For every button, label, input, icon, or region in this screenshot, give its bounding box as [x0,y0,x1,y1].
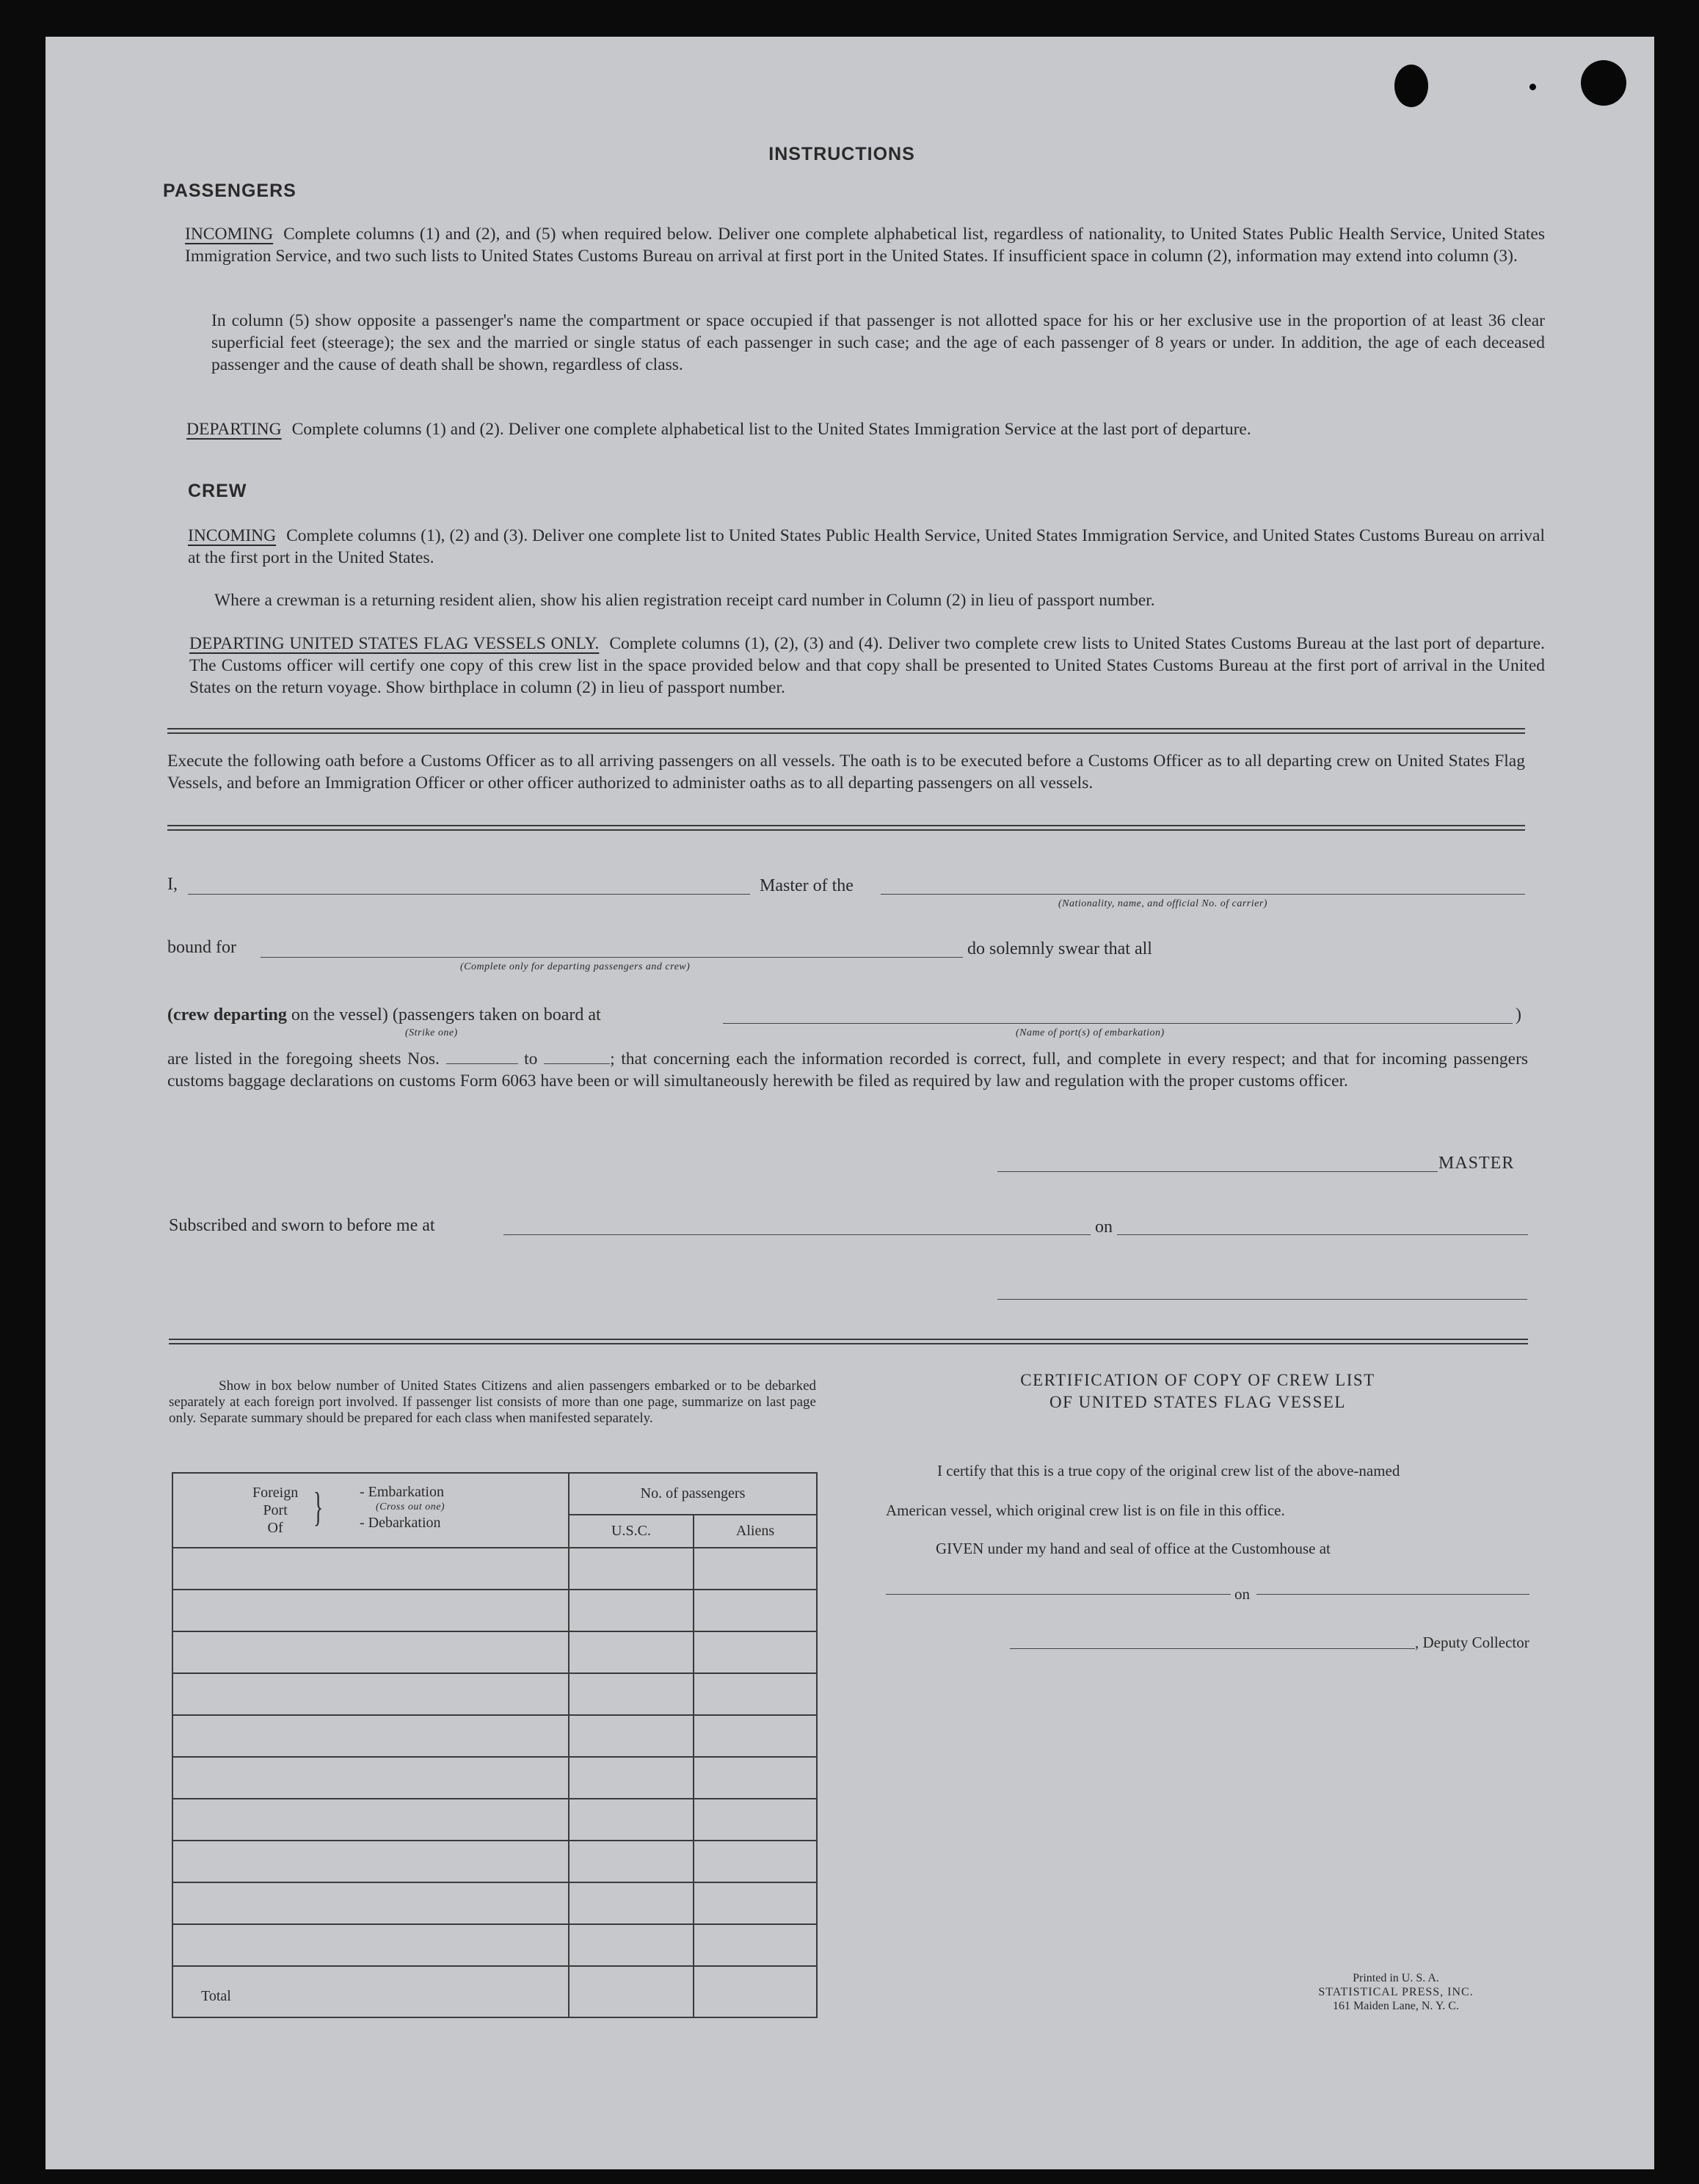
punch-hole [1394,65,1428,107]
listed-statement: ; that concerning each the information recorded is correct, full, and complete in every respect; and that for incoming passengers customs baggage declarations on customs Form 6063 have been or will simultaneously herewith be filed as required by law and regulation with the proper customs officer. [167,1049,1529,1091]
sworn-date-field[interactable] [1117,1234,1528,1235]
aliens-column-header: Aliens [694,1515,817,1548]
printer-imprint [1286,1971,1506,2013]
usc-cell[interactable] [569,1631,694,1673]
crew-departing-paragraph [189,633,1545,699]
close-paren: ) [1516,1005,1521,1024]
crew-incoming-paragraph [188,525,1545,569]
strike-caption: (Strike one) [405,1027,458,1038]
port-cell[interactable] [172,1548,569,1590]
aliens-cell[interactable] [694,1715,817,1757]
section-divider [167,825,1525,831]
oath-i-label: I, [167,875,178,894]
port-cell[interactable] [172,1631,569,1673]
certify-line1: I certify that this is a true copy of the original crew list of the above-named [937,1462,1400,1479]
subscribed-label: Subscribed and sworn to before me at [169,1216,435,1235]
crew-resident-paragraph: Where a crewman is a returning resident alien, show his alien registration receipt card number in Column (2) in lieu of passport number. [214,591,1155,610]
passengers-departing-text: Complete columns (1) and (2). Deliver one complete alphabetical list to the United States Immigration Service at the last port of departure. [291,420,1251,439]
certification-on-label: on [1234,1585,1250,1603]
aliens-cell[interactable] [694,1757,817,1799]
crew-heading: CREW [188,481,247,501]
master-name-field[interactable] [188,894,750,895]
sheet-from-field[interactable] [446,1050,518,1064]
section-divider [167,728,1525,734]
certification-heading-line1: CERTIFICATION OF COPY OF CREW LIST [1020,1371,1375,1389]
foreign-port-of-label [252,1484,298,1537]
bound-for-field[interactable] [261,957,963,958]
port-cell[interactable] [172,1841,569,1882]
port-cell[interactable] [172,1799,569,1841]
deputy-collector-signature-field[interactable] [1010,1648,1415,1649]
printer-line2: STATISTICAL PRESS, INC. [1318,1986,1474,1998]
crew-incoming-label: INCOMING [188,526,277,545]
punch-hole [1581,60,1626,106]
total-row-label [172,1966,569,2017]
master-signature-field[interactable] [997,1171,1438,1172]
no-of-passengers-header: No. of passengers [569,1473,817,1515]
usc-column-header: U.S.C. [569,1515,694,1548]
usc-total-cell[interactable] [569,1966,694,2017]
crew-incoming-text: Complete columns (1), (2) and (3). Deliver one complete list to United States Public Health Service, United States Immigration Service, and United States Customs Bureau on arrival at the first port in the United States. [188,526,1545,567]
usc-cell[interactable] [569,1757,694,1799]
printer-line1: Printed in U. S. A. [1353,1972,1439,1984]
usc-cell[interactable] [569,1590,694,1631]
aliens-cell[interactable] [694,1799,817,1841]
foreign-port-header [172,1473,569,1548]
swear-label: do solemnly swear that all [967,939,1152,958]
aliens-cell[interactable] [694,1841,817,1882]
port-caption: (Name of port(s) of embarkation) [1016,1027,1165,1038]
embarkation-option[interactable]: - Embarkation [360,1484,444,1500]
sworn-on-label: on [1095,1217,1113,1237]
usc-cell[interactable] [569,1715,694,1757]
carrier-field[interactable] [881,894,1525,895]
of-label: Of [267,1520,283,1536]
foreign-label: Foreign [252,1485,299,1501]
certification-heading [912,1369,1484,1413]
aliens-cell[interactable] [694,1924,817,1966]
listed-to-label: to [524,1049,538,1069]
usc-cell[interactable] [569,1924,694,1966]
passengers-departing-paragraph [186,418,1545,440]
embarkation-port-field[interactable] [723,1023,1513,1024]
port-cell[interactable] [172,1924,569,1966]
usc-cell[interactable] [569,1799,694,1841]
listed-sheets-label: are listed in the foregoing sheets Nos. [167,1049,440,1069]
certification-date-field[interactable] [1256,1594,1529,1595]
port-label: Port [263,1502,288,1518]
debarkation-option[interactable]: - Debarkation [360,1515,441,1531]
summary-instructions: Show in box below number of United States Citizens and alien passengers embarked or to be debarked separately at each foreign port involved. If passenger list consists of more than one page, summarize on last page only. Separate summary should be prepared for each class when manifested separately. [169,1378,816,1426]
master-label: MASTER [1438,1154,1515,1173]
certify-line2: American vessel, which original crew list is on file in this office. [886,1502,1285,1519]
sheet-to-field[interactable] [544,1050,610,1064]
crew-departing-option: (crew departing [167,1005,287,1024]
crew-departing-text: Complete columns (1), (2), (3) and (4). Deliver two complete crew lists to United States Customs Bureau at the last port of departure. The Customs officer will certify one copy of this crew list in the space provided below and that copy shall be presented to United States Customs Bureau at the first port of arrival in the United States on the return voyage. Show birthplace in column (2) in lieu of passport number. [189,634,1545,697]
port-cell[interactable] [172,1715,569,1757]
aliens-cell[interactable] [694,1673,817,1715]
bound-for-caption: (Complete only for departing passengers and crew) [460,961,691,972]
officer-signature-field[interactable] [997,1299,1527,1300]
passengers-incoming-label: INCOMING [185,225,274,244]
passengers-column5-paragraph: In column (5) show opposite a passenger's name the compartment or space occupied if that passenger is not allotted space for his or her exclusive use in the proportion of at least 36 clear superficial feet (steerage); the sex and the married or single status of each passenger in such case; and the age of each passenger of 8 years or under. In addition, the age of each deceased passenger and the cause of death shall be shown, regardless of class. [211,311,1545,374]
page-title: INSTRUCTIONS [768,144,915,164]
bound-for-label: bound for [167,938,236,957]
passengers-heading: PASSENGERS [163,181,296,201]
carrier-caption: (Nationality, name, and official No. of carrier) [1058,898,1267,909]
passengers-option: on the vessel) (passengers taken on board at [291,1005,601,1024]
port-cell[interactable] [172,1882,569,1924]
passengers-departing-label: DEPARTING [186,420,282,439]
customhouse-field[interactable] [886,1594,1231,1595]
passenger-summary-table [172,1472,818,2018]
crew-departing-label: DEPARTING UNITED STATES FLAG VESSELS ONLY. [189,634,600,653]
usc-cell[interactable] [569,1882,694,1924]
aliens-total-cell[interactable] [694,1966,817,2017]
passengers-incoming-paragraph [185,223,1545,267]
sworn-location-field[interactable] [503,1234,1091,1235]
certification-heading-line2: OF UNITED STATES FLAG VESSEL [1049,1393,1346,1411]
cross-out-caption: (Cross out one) [376,1502,445,1513]
aliens-cell[interactable] [694,1631,817,1673]
port-cell[interactable] [172,1673,569,1715]
aliens-cell[interactable] [694,1882,817,1924]
crew-passengers-line [167,1005,601,1025]
passengers-incoming-text: Complete columns (1) and (2), and (5) when required below. Deliver one complete alphabetical list, regardless of nationality, to United States Public Health Service, United States Immigration Service, and two such lists to United States Customs Bureau on arrival at first port in the United States. If insufficient space in column (2), information may extend into column (3). [185,225,1545,266]
given-line: GIVEN under my hand and seal of office at the Customhouse at [936,1540,1331,1557]
form-sheet [46,37,1654,2169]
printer-line3: 161 Maiden Lane, N. Y. C. [1333,2000,1459,2012]
ink-speck [1529,84,1536,90]
port-cell[interactable] [172,1590,569,1631]
oath-instructions: Execute the following oath before a Customs Officer as to all arriving passengers on all vessels. The oath is to be executed before a Customs Officer as to all departing crew on United States Flag Vessels, and before an Immigration Officer or other officer authorized to administer oaths as to all departing passengers on all vessels. [167,751,1525,793]
total-label: Total [201,1988,231,2004]
aliens-cell[interactable] [694,1590,817,1631]
deputy-collector-label: , Deputy Collector [1415,1634,1529,1651]
port-cell[interactable] [172,1757,569,1799]
section-divider [169,1339,1528,1344]
aliens-cell[interactable] [694,1548,817,1590]
usc-cell[interactable] [569,1673,694,1715]
brace-icon: } [313,1485,324,1530]
usc-cell[interactable] [569,1841,694,1882]
usc-cell[interactable] [569,1548,694,1590]
listed-paragraph [167,1048,1528,1092]
master-of-the-label: Master of the [760,876,854,895]
